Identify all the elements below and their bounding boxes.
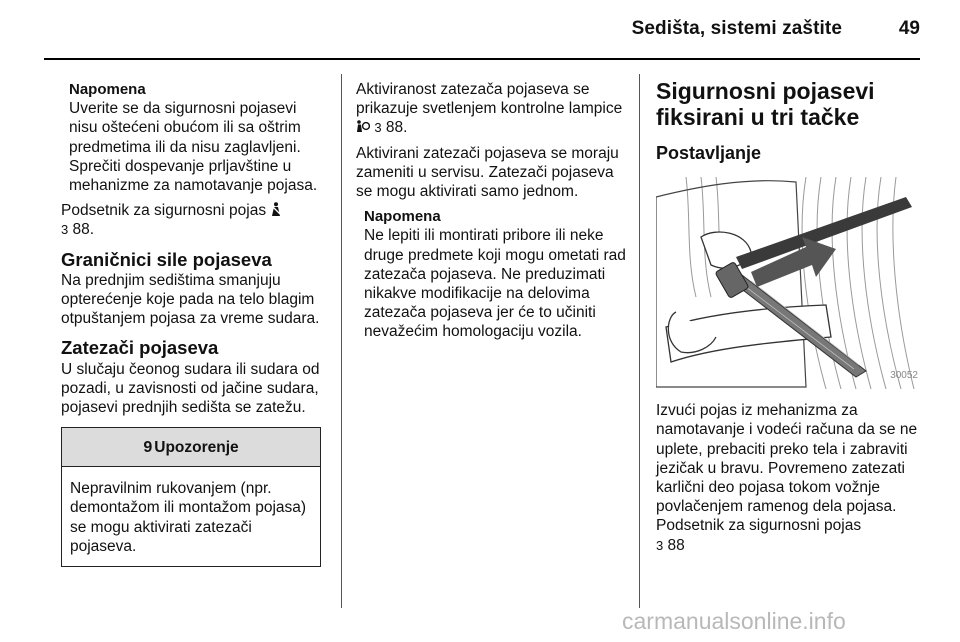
airbag-lamp-icon <box>356 119 374 136</box>
warning-header <box>62 428 320 467</box>
column-2 <box>356 80 626 348</box>
column-divider-1 <box>341 74 342 608</box>
fastening-instructions: Izvući pojas iz mehanizma za namotavanje i vodeći računa da se ne uplete, prebaciti preko tela i zabraviti jezičak u bravu. Povremeno zatezati karlični deo pojasa tokom vožnje povlačenjem ramenog dela pojasa. <box>656 402 918 516</box>
note-body: Ne lepiti ili montirati pribore ili neke druge predmete koji mogu ometati rad zatezača pojaseva. Ne preduzimati nikakve modifikacije na delovima zatezača pojaseva jer će to učiniti nevažećim homologaciju vozila. <box>364 227 626 341</box>
note-1 <box>61 80 329 195</box>
note-title: Napomena <box>364 208 441 226</box>
section-heading-force-limiters: Graničnici sile pojaseva <box>61 248 272 270</box>
note-body: Uverite se da sigurnosni pojasevi nisu oštećeni obućom ili sa oštrim predmetima ili da nisu zaglavljeni. Sprečiti dospevanje prljavštine u mehanizme za namotavanje pojasa. <box>69 100 318 195</box>
column-3 <box>656 78 924 555</box>
seatbelt-person-icon <box>270 202 282 219</box>
reference-arrow-icon: 3 <box>656 537 664 553</box>
page-number: 49 <box>898 18 920 39</box>
fastening-subheading: Postavljanje <box>656 143 762 163</box>
illustration-code: 30052 <box>890 370 918 381</box>
section-heading-pretensioners: Zatezači pojaseva <box>61 337 219 359</box>
note-title: Napomena <box>69 81 146 98</box>
warning-title: Upozorenje <box>154 438 239 456</box>
warning-body: Nepravilnim rukovanjem (npr. demontažom ili montažom pojasa) se mogu aktivirati zatezači pojaseva. <box>70 480 307 555</box>
header-rule <box>44 58 920 60</box>
note-2 <box>356 207 626 341</box>
section-body-force-limiters: Na prednjim sedištima smanjuju opterećenje koje pada na telo blagim otpuštanjem pojasa za vreme sudara. <box>61 271 320 328</box>
column-divider-2 <box>639 74 640 608</box>
warning-box <box>61 427 321 567</box>
column-1 <box>61 80 329 567</box>
seatbelt-illustration <box>656 177 922 389</box>
three-point-belt-heading: Sigurnosni pojasevi fiksirani u tri tačke <box>656 78 875 130</box>
replacement-paragraph: Aktivirani zatezači pojaseva se moraju zameniti u servisu. Zatezači pojaseva se mogu aktivirati samo jednom. <box>356 144 619 201</box>
reference-arrow-icon: 3 <box>374 120 382 136</box>
page-title: Sedišta, sistemi zaštite <box>631 18 842 39</box>
reference-arrow-icon: 3 <box>61 222 69 238</box>
warning-triangle-icon: 9 <box>143 438 153 456</box>
seatbelt-reminder: Podsetnik za sigurnosni pojas 3 88. <box>61 201 329 239</box>
seatbelt-reminder: Podsetnik za sigurnosni pojas 3 88 <box>656 517 862 554</box>
section-body-pretensioners: U slučaju čeonog sudara ili sudara od pozadi, u zavisnosti od jačine sudara, pojasevi prednjih sedišta se zatežu. <box>61 360 320 417</box>
pretensioner-lamp-paragraph: Aktiviranost zatezača pojaseva se prikazuje svetlenjem kontrolne lampice 3 88. <box>356 81 623 137</box>
watermark: carmanualsonline.info <box>622 608 846 634</box>
page-header <box>0 0 960 60</box>
